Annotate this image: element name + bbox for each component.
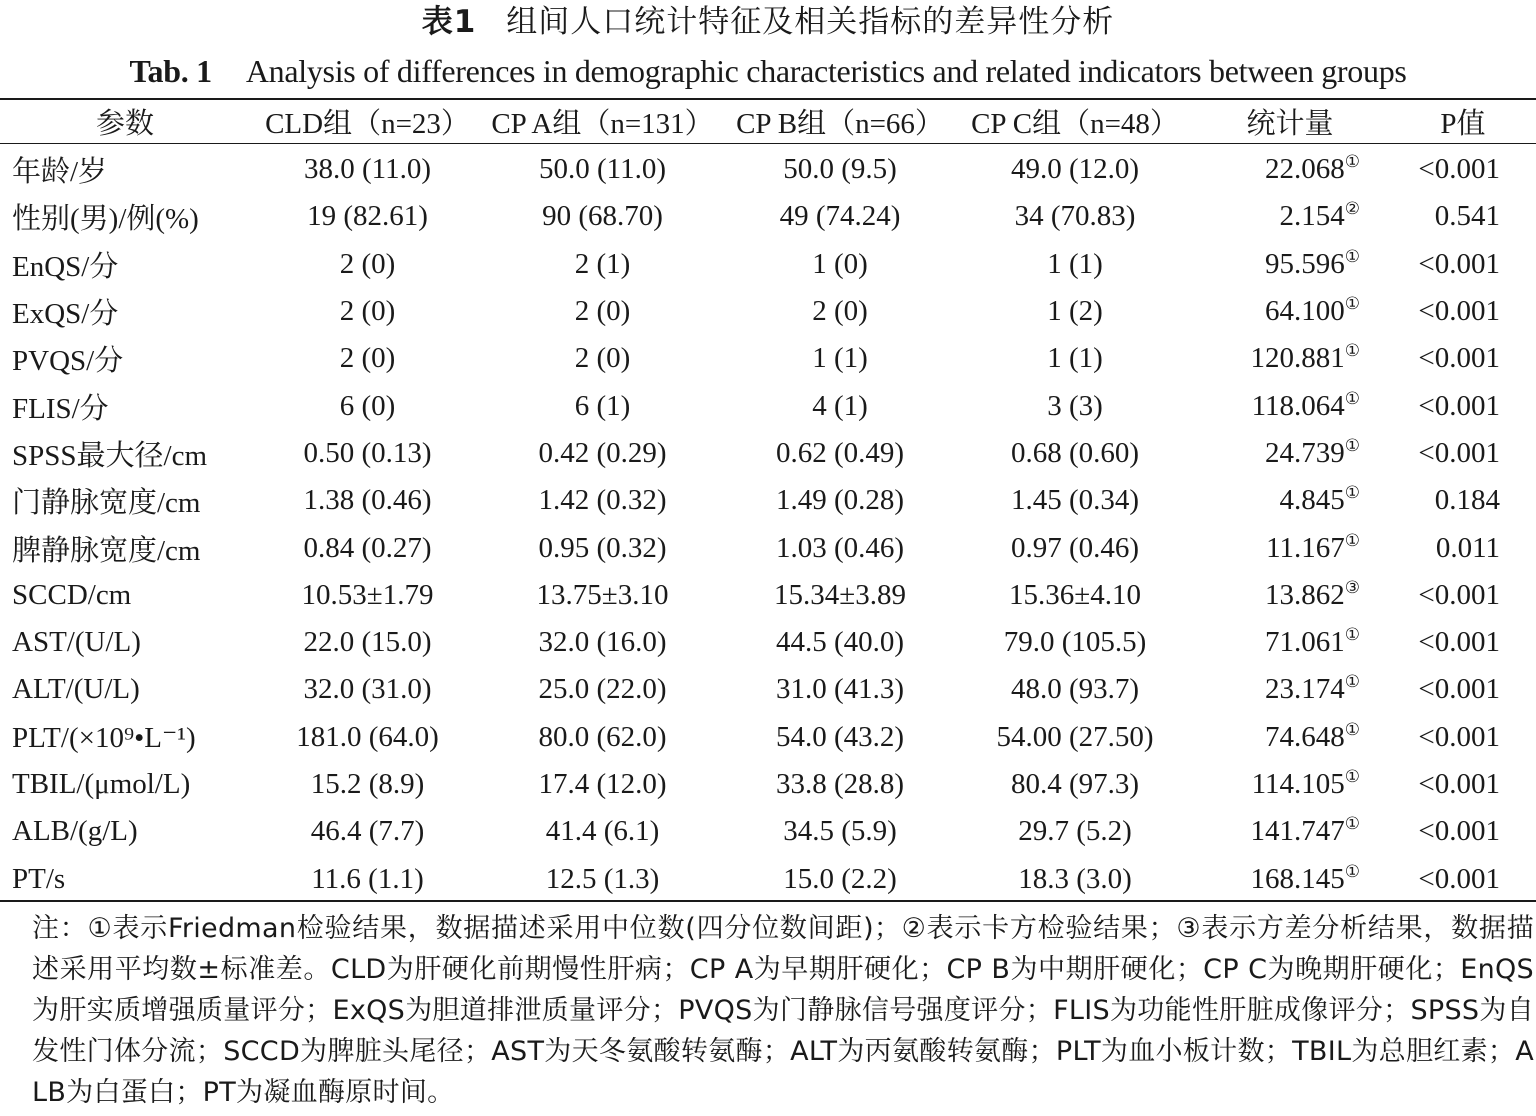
row-param: PVQS/分 [12, 345, 124, 378]
cell-cpa: 32.0 (16.0) [538, 626, 667, 659]
cell-cpc: 34 (70.83) [1014, 200, 1136, 233]
cell-cpa: 17.4 (12.0) [538, 768, 667, 800]
stat-footnote-mark: ① [1344, 814, 1360, 834]
stat-value: 4.845 [1279, 484, 1345, 517]
cell-p: 0.184 [1434, 484, 1500, 517]
cell-cpa: 1.42 (0.32) [538, 484, 667, 517]
row-param: ExQS/分 [12, 298, 119, 331]
table-row [0, 382, 1536, 429]
table-row [0, 808, 1536, 855]
cell-p: <0.001 [1418, 815, 1500, 848]
cell-cld: 2 (0) [339, 247, 396, 280]
cell-stat [1190, 714, 1390, 761]
cell-cpc: 1 (1) [1047, 342, 1103, 375]
cell-p: <0.001 [1418, 295, 1500, 328]
cell-p: <0.001 [1418, 578, 1500, 611]
cell-p: 0.541 [1434, 200, 1500, 233]
cell-cld: 10.53±1.79 [301, 578, 434, 611]
cell-cld: 2 (0) [339, 295, 396, 328]
cell-stat [1190, 855, 1390, 902]
stat-footnote-mark: ① [1344, 341, 1360, 361]
cell-cpc: 79.0 (105.5) [1003, 626, 1147, 659]
stat-value: 141.747 [1250, 815, 1345, 848]
cell-cpa: 2 (0) [574, 295, 631, 328]
table-row [0, 855, 1536, 902]
cell-stat [1190, 143, 1390, 193]
stat-footnote-mark: ① [1344, 530, 1360, 550]
header-p: P值 [1440, 108, 1486, 140]
header-cpc: CP C组（n=48） [971, 108, 1179, 140]
table-row [0, 666, 1536, 713]
cell-stat [1190, 619, 1390, 666]
header-cpa: CP A组（n=131） [491, 108, 714, 140]
cell-cld: 46.4 (7.7) [310, 815, 425, 848]
stat-footnote-mark: ① [1344, 861, 1360, 881]
cell-cpb: 0.62 (0.49) [775, 436, 905, 469]
cell-cpb: 44.5 (40.0) [775, 626, 905, 659]
cell-stat [1190, 193, 1390, 240]
row-param: PLT/(×10⁹•L⁻¹) [12, 721, 196, 754]
stat-value: 118.064 [1251, 389, 1345, 422]
cell-cld: 32.0 (31.0) [303, 673, 432, 706]
row-param: 脾静脉宽度/cm [12, 534, 201, 567]
cell-cpc: 0.68 (0.60) [1010, 436, 1140, 469]
stat-footnote-mark: ① [1344, 388, 1360, 408]
cell-p: 0.011 [1435, 531, 1500, 564]
stat-footnote-mark: ① [1344, 435, 1360, 455]
cell-cpa: 2 (1) [574, 247, 631, 280]
table-row [0, 241, 1536, 288]
table-body [0, 143, 1536, 903]
stat-footnote-mark: ③ [1344, 577, 1360, 597]
stat-value: 168.145 [1250, 862, 1345, 895]
row-param: ALB/(g/L) [12, 815, 138, 848]
stat-value: 24.739 [1265, 436, 1345, 469]
cell-cpc: 48.0 (93.7) [1010, 673, 1140, 706]
cell-p: <0.001 [1418, 342, 1500, 375]
table-row [0, 477, 1536, 524]
cell-stat [1190, 524, 1390, 571]
stat-value: 114.105 [1251, 768, 1345, 800]
cell-cpc: 1 (2) [1047, 295, 1103, 328]
cell-stat [1190, 572, 1390, 619]
cell-p: <0.001 [1418, 153, 1500, 186]
cell-p: <0.001 [1418, 673, 1500, 706]
cell-cpa: 50.0 (11.0) [539, 153, 666, 186]
cell-cpc: 18.3 (3.0) [1018, 862, 1132, 895]
header-stat: 统计量 [1246, 108, 1334, 140]
cell-cpb: 1 (1) [812, 342, 868, 375]
table-row [0, 143, 1536, 193]
data-table [0, 100, 1536, 903]
cell-cld: 0.50 (0.13) [303, 436, 432, 469]
cell-cpa: 12.5 (1.3) [545, 862, 660, 895]
table-row [0, 761, 1536, 808]
cell-cld: 181.0 (64.0) [296, 720, 439, 753]
table-number-en: Tab. 1 [129, 53, 212, 89]
cell-cld: 15.2 (8.9) [310, 768, 425, 800]
footnote-text: 注：①表示Friedman检验结果，数据描述采用中位数(四分位数间距)；②表示卡方检验结果；③表示方差分析结果，数据描述采用平均数±标准差。CLD为肝硬化前期慢性肝病；CP A为早期肝硬化；CP B为中期肝硬化；CP C为晚期肝硬化；EnQS为肝实质增强质量评分；ExQS为胆道排泄质量评分；PVQS为门静脉信号强度评分；FLIS为功能性肝脏成像评分；SPSS为自发性门体分流；SCCD为脾脏头尾径；AST为天冬氨酸转氨酶；ALT为丙氨酸转氨酶；PLT为血小板计数；TBIL为总胆红素；ALB为白蛋白；PT为凝血酶原时间。 [32, 913, 1534, 1108]
row-param: PT/s [12, 862, 66, 895]
cell-cpb: 50.0 (9.5) [783, 153, 897, 186]
cell-stat [1190, 808, 1390, 855]
table-row [0, 619, 1536, 666]
cell-cpc: 3 (3) [1047, 389, 1103, 422]
cell-cpc: 54.00 (27.50) [996, 720, 1154, 753]
cell-cpa: 2 (0) [574, 342, 631, 375]
table-row [0, 572, 1536, 619]
cell-cpc: 29.7 (5.2) [1018, 815, 1132, 848]
cell-stat [1190, 241, 1390, 288]
cell-cpb: 34.5 (5.9) [783, 815, 897, 848]
cell-cld: 38.0 (11.0) [304, 153, 431, 186]
cell-stat [1190, 288, 1390, 335]
table-row [0, 288, 1536, 335]
cell-cpa: 80.0 (62.0) [538, 720, 667, 753]
cell-cpb: 15.34±3.89 [774, 578, 906, 611]
cell-cpb: 49 (74.24) [779, 200, 901, 233]
cell-cpb: 33.8 (28.8) [775, 768, 905, 800]
cell-p: <0.001 [1418, 389, 1500, 422]
stat-value: 95.596 [1265, 247, 1345, 280]
cell-cpa: 25.0 (22.0) [538, 673, 667, 706]
cell-cld: 6 (0) [339, 389, 396, 422]
table-title-en [0, 50, 1536, 92]
row-param: 年龄/岁 [12, 156, 108, 189]
table-title-cn [0, 2, 1536, 42]
row-param: 门静脉宽度/cm [12, 487, 201, 520]
cell-stat [1190, 382, 1390, 429]
stat-footnote-mark: ① [1344, 294, 1360, 314]
stat-footnote-mark: ① [1344, 719, 1360, 739]
cell-cpa: 0.42 (0.29) [538, 436, 667, 469]
cell-p: <0.001 [1418, 626, 1500, 659]
header-cpb: CP B组（n=66） [736, 108, 944, 140]
cell-cld: 19 (82.61) [307, 200, 428, 233]
stat-value: 2.154 [1279, 200, 1345, 233]
cell-cpa: 0.95 (0.32) [538, 531, 667, 564]
stat-value: 22.068 [1265, 153, 1345, 186]
cell-cpc: 15.36±4.10 [1009, 578, 1141, 611]
cell-cpb: 1.49 (0.28) [775, 484, 905, 517]
table-row [0, 524, 1536, 571]
cell-cpc: 49.0 (12.0) [1010, 153, 1140, 186]
table-row [0, 335, 1536, 382]
stat-value: 23.174 [1265, 673, 1345, 706]
cell-cpb: 15.0 (2.2) [783, 862, 897, 895]
cell-stat [1190, 477, 1390, 524]
row-param: SCCD/cm [12, 578, 132, 611]
cell-stat [1190, 430, 1390, 477]
cell-cpa: 6 (1) [574, 389, 631, 422]
stat-value: 11.167 [1266, 531, 1345, 564]
cell-stat [1190, 761, 1390, 808]
stat-value: 74.648 [1265, 720, 1345, 753]
cell-p: <0.001 [1418, 768, 1500, 800]
stat-footnote-mark: ② [1344, 199, 1360, 219]
cell-cpb: 4 (1) [812, 389, 868, 422]
cell-cpc: 0.97 (0.46) [1010, 531, 1140, 564]
table-footnote [2, 908, 1534, 1113]
stat-value: 64.100 [1265, 295, 1345, 328]
cell-cld: 11.6 (1.1) [311, 862, 424, 895]
table-row [0, 714, 1536, 761]
row-param: AST/(U/L) [12, 626, 141, 659]
stat-footnote-mark: ① [1344, 246, 1360, 266]
cell-cpa: 13.75±3.10 [536, 578, 669, 611]
row-param: 性别(男)/例(%) [12, 203, 199, 236]
cell-p: <0.001 [1418, 720, 1500, 753]
table-number-cn: 表1 [421, 4, 477, 40]
stat-footnote-mark: ① [1344, 152, 1360, 172]
cell-stat [1190, 335, 1390, 382]
cell-p: <0.001 [1418, 436, 1500, 469]
cell-cld: 2 (0) [339, 342, 396, 375]
row-param: ALT/(U/L) [12, 673, 140, 706]
row-param: FLIS/分 [12, 392, 109, 425]
cell-cpb: 54.0 (43.2) [775, 720, 905, 753]
cell-cpc: 1.45 (0.34) [1010, 484, 1140, 517]
row-param: TBIL/(μmol/L) [12, 768, 191, 800]
cell-cpb: 2 (0) [812, 295, 868, 328]
header-param: 参数 [95, 108, 154, 140]
cell-p: <0.001 [1418, 862, 1500, 895]
cell-cld: 0.84 (0.27) [303, 531, 432, 564]
cell-cpb: 1.03 (0.46) [775, 531, 905, 564]
header-cld: CLD组（n=23） [265, 108, 470, 140]
cell-p: <0.001 [1418, 247, 1500, 280]
cell-cpc: 1 (1) [1047, 247, 1103, 280]
cell-cpb: 31.0 (41.3) [775, 673, 905, 706]
cell-stat [1190, 666, 1390, 713]
stat-footnote-mark: ① [1344, 672, 1360, 692]
header-row [0, 100, 1536, 143]
cell-cld: 1.38 (0.46) [303, 484, 432, 517]
cell-cpa: 41.4 (6.1) [545, 815, 660, 848]
stat-footnote-mark: ① [1344, 483, 1360, 503]
cell-cld: 22.0 (15.0) [303, 626, 432, 659]
table-caption-en: Analysis of differences in demographic characteristics and related indicators between groups [245, 53, 1407, 89]
stat-value: 13.862 [1265, 578, 1345, 611]
table-row [0, 193, 1536, 240]
row-param: EnQS/分 [12, 250, 119, 283]
row-param: SPSS最大径/cm [12, 439, 207, 472]
stat-value: 71.061 [1265, 626, 1345, 659]
table-caption-cn: 组间人口统计特征及相关指标的差异性分析 [506, 4, 1115, 40]
stat-footnote-mark: ① [1344, 767, 1360, 786]
stat-value: 120.881 [1250, 342, 1345, 375]
stat-footnote-mark: ① [1344, 625, 1360, 645]
cell-cpc: 80.4 (97.3) [1010, 768, 1140, 800]
cell-cpa: 90 (68.70) [542, 200, 663, 233]
cell-cpb: 1 (0) [812, 247, 868, 280]
table-row [0, 430, 1536, 477]
